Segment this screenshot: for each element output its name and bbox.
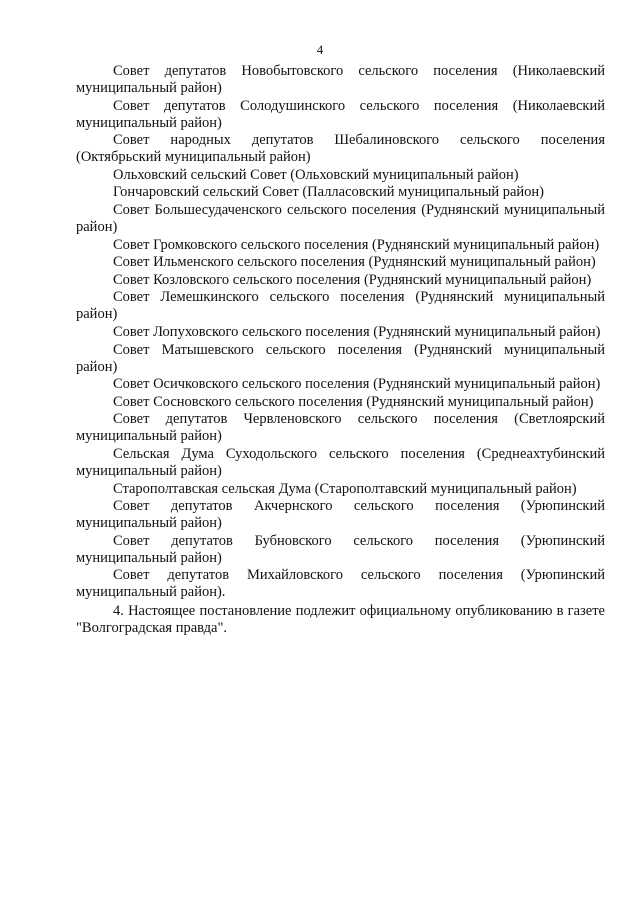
list-item: Совет депутатов Червленовского сельского поселения (Светлоярский муниципальный район) [76,411,605,445]
list-item: Старополтавская сельская Дума (Старополтавский муниципальный район) [113,480,577,497]
list-item: Совет Ильменского сельского поселения (Руднянский муниципальный район) [113,254,596,271]
list-item: Совет депутатов Новобытовского сельского поселения (Николаевский муниципальный район) [76,63,605,96]
list-item: Гончаровский сельский Совет (Палласовский муниципальный район) [113,184,544,201]
list-item: Ольховский сельский Совет (Ольховский муниципальный район) [113,166,519,183]
list-item: Совет Матышевского сельского поселения (Руднянский муниципальный район) [76,341,605,375]
list-item: Совет народных депутатов Шебалиновского сельского поселения (Октябрьский муниципальный район) [76,132,605,166]
list-item: Совет депутатов Акчернского сельского поселения (Урюпинский муниципальный район) [76,498,605,532]
list-item: Сельская Дума Суходольского сельского поселения (Среднеахтубинский муниципальный район) [76,445,605,479]
list-item: Совет депутатов Солодушинского сельского поселения (Николаевский муниципальный район) [76,97,605,131]
page-number: 4 [316,42,324,57]
list-item: Совет Лемешкинского сельского поселения (Руднянский муниципальный район) [76,289,605,323]
list-item: Совет Сосновского сельского поселения (Руднянский муниципальный район) [113,393,594,410]
list-item: Совет депутатов Бубновского сельского поселения (Урюпинский муниципальный район) [76,532,605,566]
document-body [76,63,605,638]
list-item: Совет Большесудаченского сельского поселения (Руднянский муниципальный район) [76,201,605,235]
list-item: Совет депутатов Михайловского сельского поселения (Урюпинский муниципальный район). [76,567,605,601]
list-item: Совет Осичковского сельского поселения (Руднянский муниципальный район) [113,376,601,393]
list-item: Совет Козловского сельского поселения (Руднянский муниципальный район) [113,271,592,288]
list-item: Совет Лопуховского сельского поселения (Руднянский муниципальный район) [113,323,601,340]
publication-clause: 4. Настоящее постановление подлежит официальному опубликованию в газете "Волгоградская правда". [76,603,605,637]
list-item: Совет Громковского сельского поселения (Руднянский муниципальный район) [113,236,600,253]
